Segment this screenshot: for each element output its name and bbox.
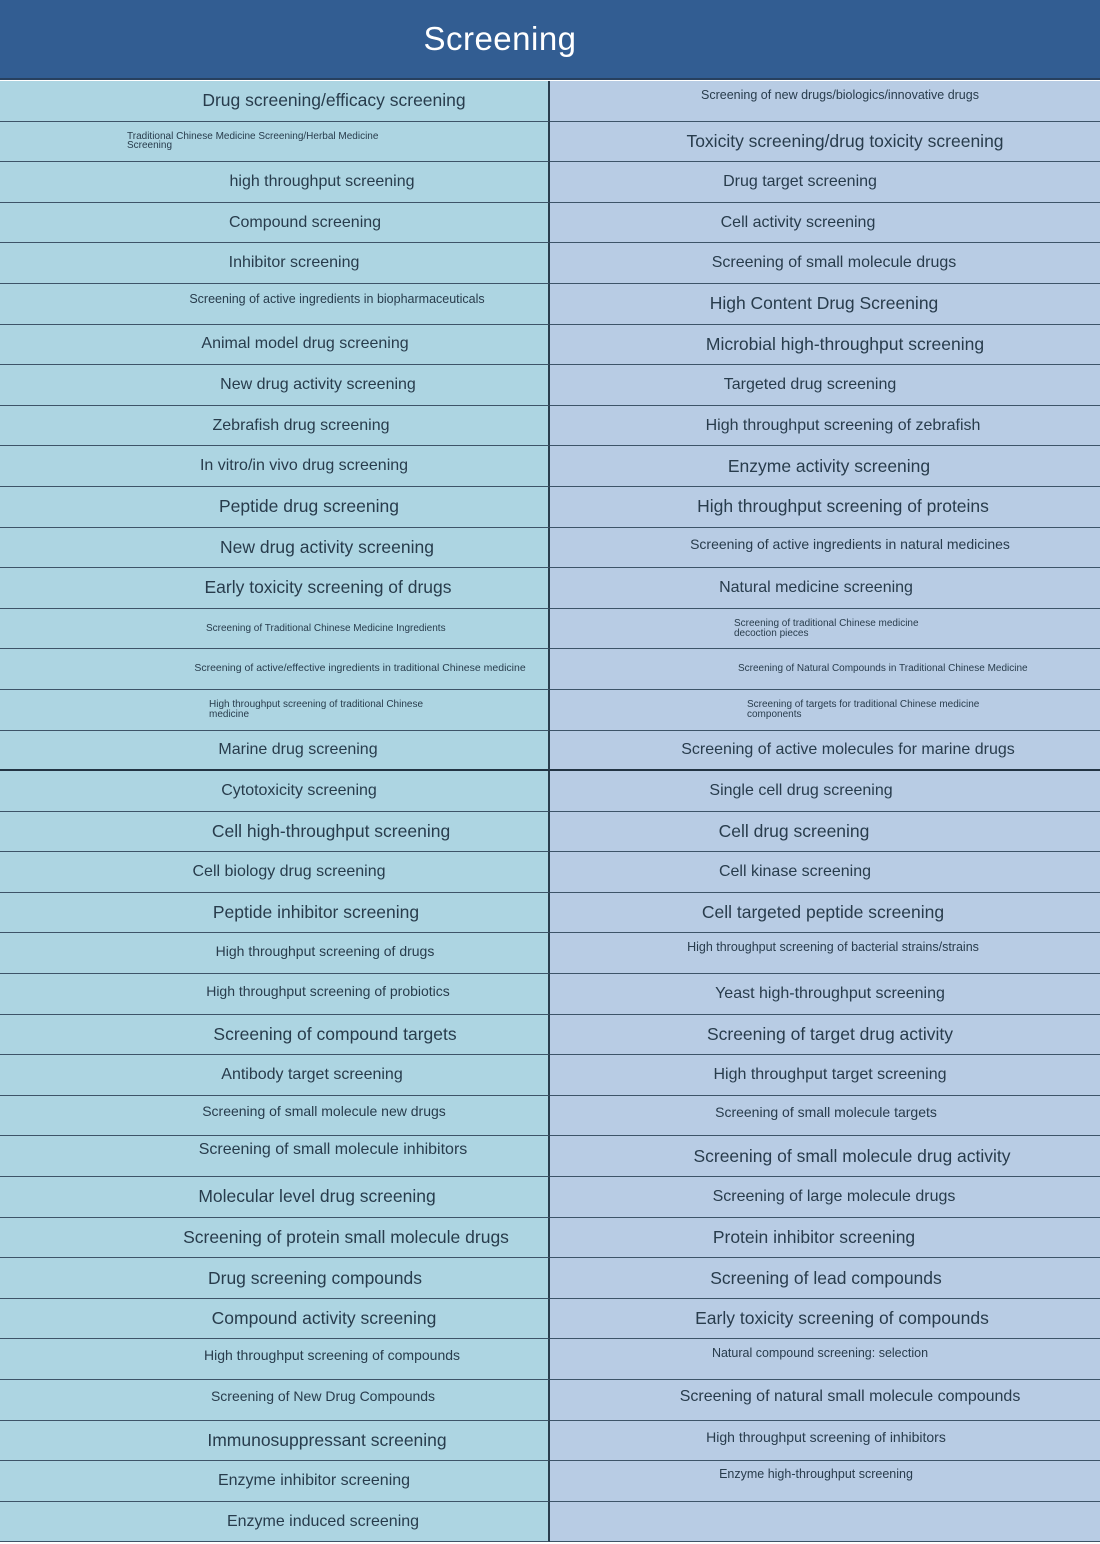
table-cell-right: Enzyme activity screening xyxy=(550,446,1100,487)
table-cell-left: Screening of small molecule inhibitors xyxy=(0,1136,550,1177)
table-cell-right: High throughput target screening xyxy=(550,1055,1100,1096)
table-cell-right: Natural medicine screening xyxy=(550,568,1100,609)
table-cell-right: Screening of traditional Chinese medicine decoction pieces xyxy=(550,609,1100,650)
table-cell-left: Molecular level drug screening xyxy=(0,1177,550,1218)
table-cell-left: Screening of active ingredients in biopharmaceuticals xyxy=(0,284,550,325)
table-cell-right: Microbial high-throughput screening xyxy=(550,325,1100,366)
table-cell-left: Cell high-throughput screening xyxy=(0,812,550,853)
table-cell-right: Screening of target drug activity xyxy=(550,1015,1100,1056)
table-cell-right: Screening of small molecule targets xyxy=(550,1096,1100,1137)
table-cell-right: Yeast high-throughput screening xyxy=(550,974,1100,1015)
table-cell-right: Single cell drug screening xyxy=(550,771,1100,812)
page-title: Screening xyxy=(423,20,577,57)
table-cell-left: Cytotoxicity screening xyxy=(0,771,550,812)
table-cell-left: New drug activity screening xyxy=(0,365,550,406)
table-cell-left: High throughput screening of drugs xyxy=(0,933,550,974)
table-cell-left: Screening of small molecule new drugs xyxy=(0,1096,550,1137)
table-cell-right: Screening of Natural Compounds in Traditional Chinese Medicine xyxy=(550,649,1100,690)
table-cell-left: Peptide inhibitor screening xyxy=(0,893,550,934)
table-cell-right: High throughput screening of bacterial strains/strains xyxy=(550,933,1100,974)
table-cell-left: Antibody target screening xyxy=(0,1055,550,1096)
table-cell-right: Screening of small molecule drugs xyxy=(550,243,1100,284)
table-cell-left: Screening of compound targets xyxy=(0,1015,550,1056)
table-cell-right: Targeted drug screening xyxy=(550,365,1100,406)
table-cell-right-empty xyxy=(550,1502,1100,1543)
table-cell-right: Screening of large molecule drugs xyxy=(550,1177,1100,1218)
table-cell-right: Enzyme high-throughput screening xyxy=(550,1461,1100,1502)
table-cell-right: Screening of lead compounds xyxy=(550,1258,1100,1299)
table-cell-left: Zebrafish drug screening xyxy=(0,406,550,447)
table-cell-left: New drug activity screening xyxy=(0,528,550,569)
table-cell-right: High throughput screening of proteins xyxy=(550,487,1100,528)
table-cell-right: Early toxicity screening of compounds xyxy=(550,1299,1100,1340)
table-cell-left: Screening of New Drug Compounds xyxy=(0,1380,550,1421)
table-cell-right: Drug target screening xyxy=(550,162,1100,203)
table-cell-left: Drug screening/efficacy screening xyxy=(0,81,550,122)
table-cell-right: Protein inhibitor screening xyxy=(550,1218,1100,1259)
table-cell-left: Enzyme inhibitor screening xyxy=(0,1461,550,1502)
table-cell-left: Early toxicity screening of drugs xyxy=(0,568,550,609)
table-cell-right: Cell targeted peptide screening xyxy=(550,893,1100,934)
header-banner xyxy=(0,0,1100,80)
table-cell-left: Compound screening xyxy=(0,203,550,244)
table-cell-right: Screening of active ingredients in natural medicines xyxy=(550,528,1100,569)
table-cell-left: Cell biology drug screening xyxy=(0,852,550,893)
table-cell-right: Cell activity screening xyxy=(550,203,1100,244)
table-cell-right: Screening of natural small molecule compounds xyxy=(550,1380,1100,1421)
table-cell-left: Immunosuppressant screening xyxy=(0,1421,550,1462)
table-cell-right: High Content Drug Screening xyxy=(550,284,1100,325)
table-cell-right: Cell kinase screening xyxy=(550,852,1100,893)
table-cell-left: Peptide drug screening xyxy=(0,487,550,528)
table-cell-left: Screening of Traditional Chinese Medicine Ingredients xyxy=(0,609,550,650)
table-cell-left: Screening of active/effective ingredients in traditional Chinese medicine xyxy=(0,649,550,690)
table-cell-left: Animal model drug screening xyxy=(0,325,550,366)
table-cell-left: Enzyme induced screening xyxy=(0,1502,550,1543)
table-cell-right: Natural compound screening: selection xyxy=(550,1339,1100,1380)
table-cell-left: Marine drug screening xyxy=(0,731,550,772)
table-cell-left: Compound activity screening xyxy=(0,1299,550,1340)
table-cell-left: Inhibitor screening xyxy=(0,243,550,284)
table-cell-right: Screening of targets for traditional Chinese medicine components xyxy=(550,690,1100,731)
table-cell-right: Screening of new drugs/biologics/innovative drugs xyxy=(550,81,1100,122)
table-cell-right: Cell drug screening xyxy=(550,812,1100,853)
table-cell-right: High throughput screening of zebrafish xyxy=(550,406,1100,447)
table-cell-left: High throughput screening of traditional Chinese medicine xyxy=(0,690,550,731)
table-cell-right: Screening of small molecule drug activity xyxy=(550,1136,1100,1177)
table-cell-left: Traditional Chinese Medicine Screening/Herbal Medicine Screening xyxy=(0,122,550,163)
table-cell-left: Drug screening compounds xyxy=(0,1258,550,1299)
table-cell-left: High throughput screening of compounds xyxy=(0,1339,550,1380)
table-cell-left: high throughput screening xyxy=(0,162,550,203)
table-cell-right: High throughput screening of inhibitors xyxy=(550,1421,1100,1462)
table-cell-left: High throughput screening of probiotics xyxy=(0,974,550,1015)
table-cell-left: In vitro/in vivo drug screening xyxy=(0,446,550,487)
table-cell-left: Screening of protein small molecule drugs xyxy=(0,1218,550,1259)
screening-table xyxy=(0,81,1100,1542)
table-cell-right: Screening of active molecules for marine drugs xyxy=(550,731,1100,772)
table-cell-right: Toxicity screening/drug toxicity screening xyxy=(550,122,1100,163)
